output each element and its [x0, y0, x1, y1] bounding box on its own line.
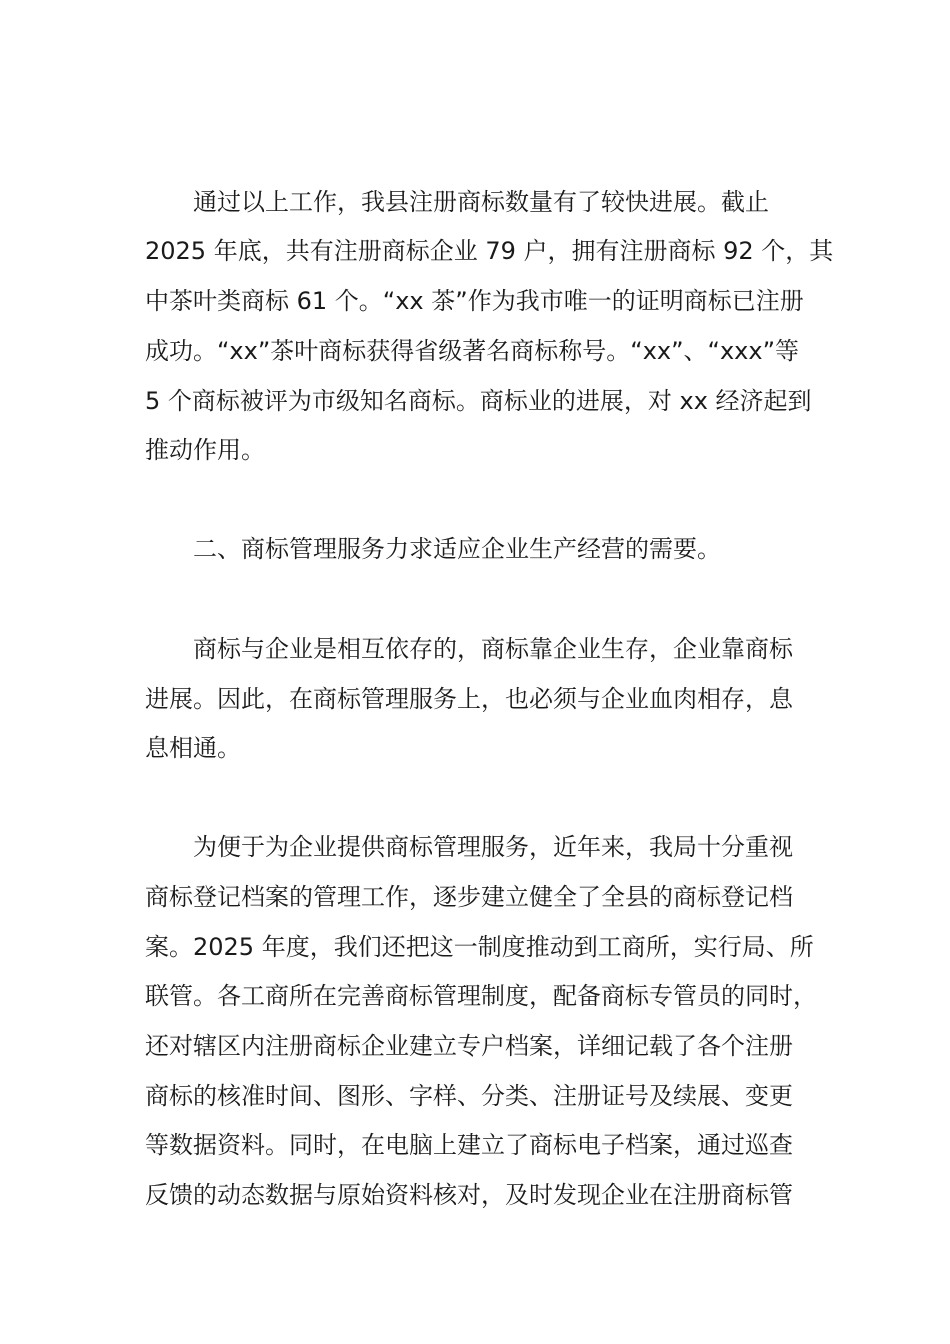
text-line: 还对辖区内注册商标企业建立专户档案，详细记载了各个注册: [145, 1032, 793, 1060]
text-line: 通过以上工作，我县注册商标数量有了较快进展。截止: [193, 188, 769, 216]
text-line: 案。2025 年度，我们还把这一制度推动到工商所，实行局、所: [145, 933, 814, 961]
text-line: 反馈的动态数据与原始资料核对，及时发现企业在注册商标管: [145, 1181, 793, 1209]
text-line: 5 个商标被评为市级知名商标。商标业的进展，对 xx 经济起到: [145, 387, 812, 415]
text-line: 息相通。: [145, 734, 241, 762]
text-line: 2025 年底，共有注册商标企业 79 户，拥有注册商标 92 个，其: [145, 237, 834, 265]
text-line: 进展。因此，在商标管理服务上，也必须与企业血肉相存，息: [145, 685, 793, 713]
text-line: 为便于为企业提供商标管理服务，近年来，我局十分重视: [193, 833, 793, 861]
text-line: 推动作用。: [145, 436, 265, 464]
text-line: 等数据资料。同时，在电脑上建立了商标电子档案，通过巡查: [145, 1131, 793, 1159]
text-line: 商标与企业是相互依存的，商标靠企业生存，企业靠商标: [193, 635, 793, 663]
heading-text: 二、商标管理服务力求适应企业生产经营的需要。: [193, 535, 721, 563]
text-line: 商标的核准时间、图形、字样、分类、注册证号及续展、变更: [145, 1082, 793, 1110]
text-line: 联管。各工商所在完善商标管理制度，配备商标专管员的同时，: [145, 982, 817, 1010]
text-line: 商标登记档案的管理工作，逐步建立健全了全县的商标登记档: [145, 883, 793, 911]
text-line: 中茶叶类商标 61 个。“xx 茶”作为我市唯一的证明商标已注册: [145, 287, 804, 315]
text-line: 成功。“xx”茶叶商标获得省级著名商标称号。“xx”、“xxx”等: [145, 337, 800, 365]
